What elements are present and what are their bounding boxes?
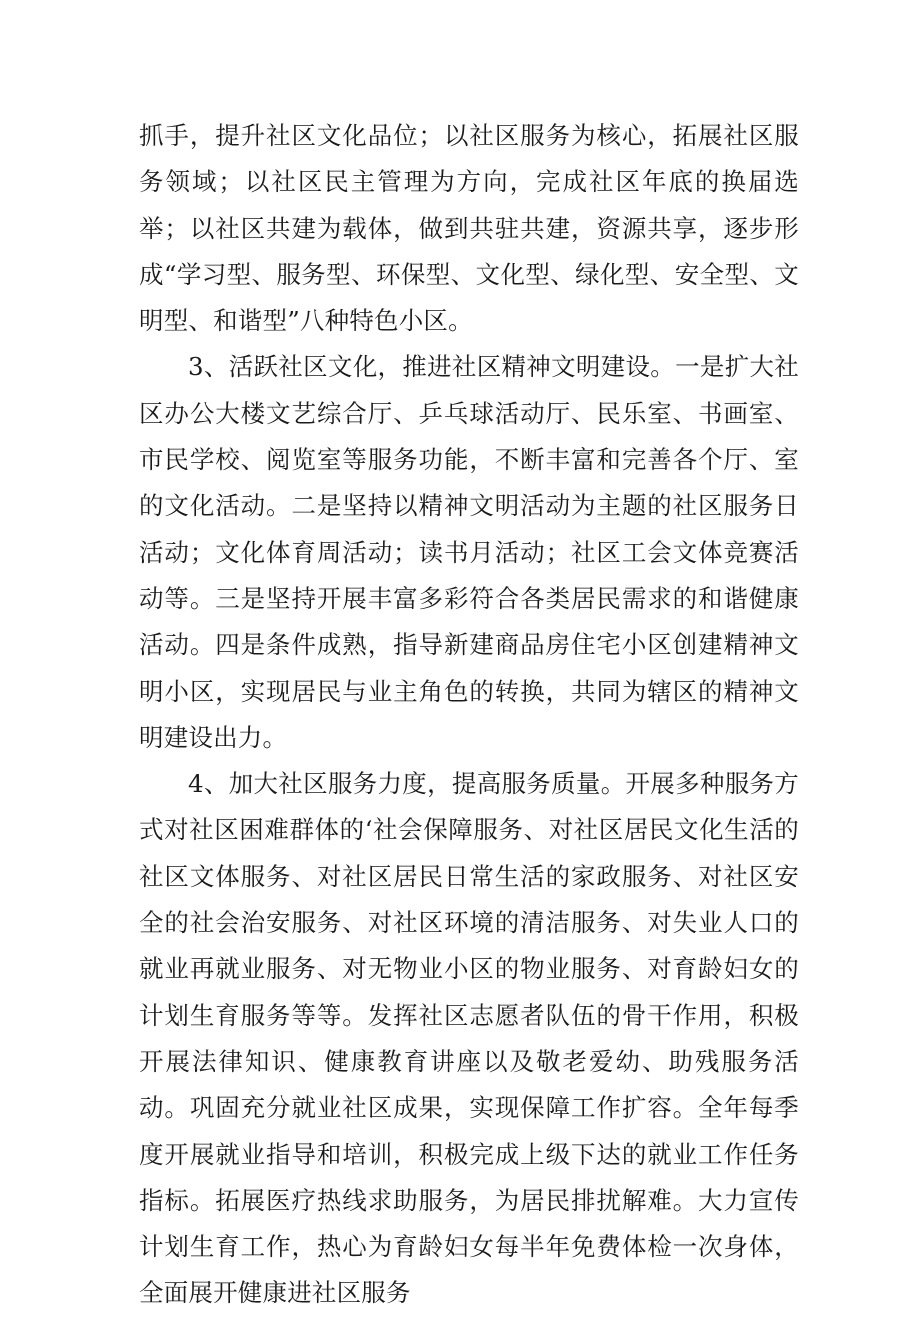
paragraph-item-4: 4、加大社区服务力度，提高服务质量。开展多种服务方式对社区困难群体的‘社会保障服务、对社区居民文化生活的社区文体服务、对社区居民日常生活的家政服务、对社区安全的社会治安服务、对社区环境的清洁服务、对失业人口的就业再就业服务、对无物业小区的物业服务、对育龄妇女的计划生育服务等等。发挥社区志愿者队伍的骨干作用，积极开展法律知识、健康教育讲座以及敬老爱幼、助残服务活动。巩固充分就业社区成果，实现保障工作扩容。全年每季度开展就业指导和培训，积极完成上级下达的就业工作任务指标。拓展医疗热线求助服务，为居民排扰解难。大力宣传计划生育工作，热心为育龄妇女每半年免费体检一次身体，全面展开健康进社区服务 [139,769,799,1308]
document-body [139,113,799,1317]
paragraph-continuation: 抓手，提升社区文化品位；以社区服务为核心，拓展社区服务领域；以社区民主管理为方向，完成社区年底的换届选举；以社区共建为载体，做到共驻共建，资源共享，逐步形成“学习型、服务型、环保型、文化型、绿化型、安全型、文明型、和谐型”八种特色小区。 [139,121,799,336]
paragraph-item-3: 3、活跃社区文化，推进社区精神文明建设。一是扩大社区办公大楼文艺综合厅、乒乓球活动厅、民乐室、书画室、市民学校、阅览室等服务功能，不断丰富和完善各个厅、室的文化活动。二是坚持以精神文明活动为主题的社区服务日活动；文化体育周活动；读书月活动；社区工会文体竞赛活动等。三是坚持开展丰富多彩符合各类居民需求的和谐健康活动。四是条件成熟，指导新建商品房住宅小区创建精神文明小区，实现居民与业主角色的转换，共同为辖区的精神文明建设出力。 [139,352,799,752]
